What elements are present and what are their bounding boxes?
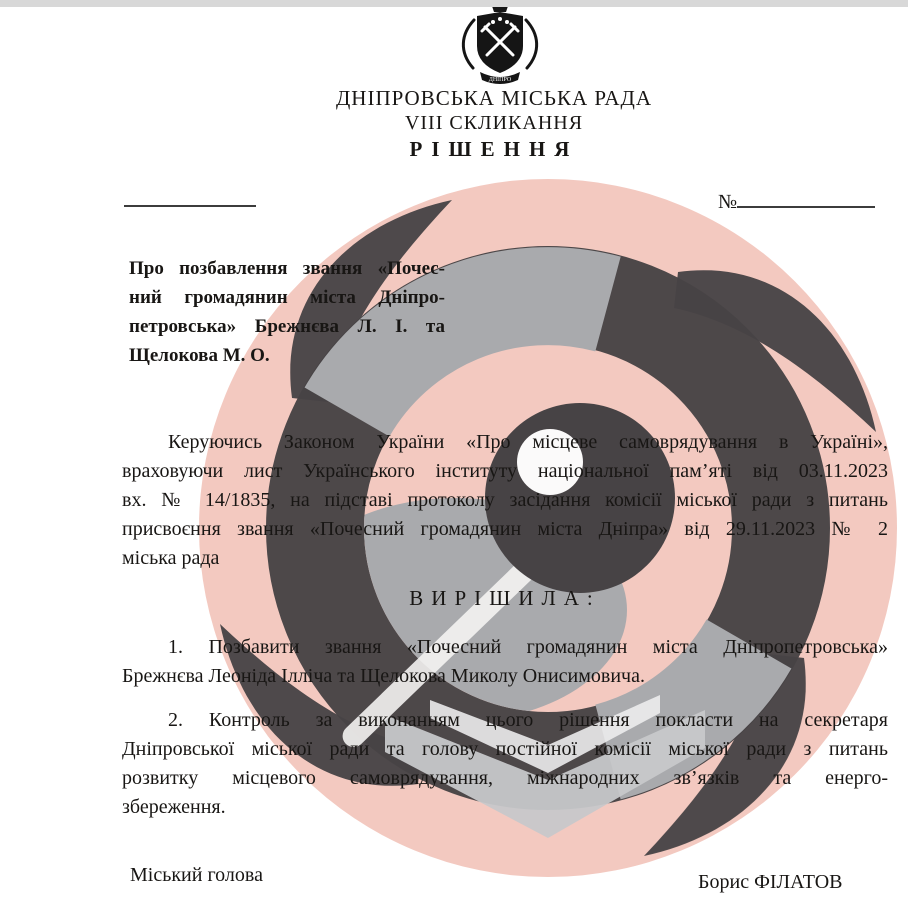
decision-item-2 bbox=[122, 706, 888, 822]
subject-line: Щелокова М. О. bbox=[129, 345, 270, 366]
item1-line: Брежнєва Леоніда Ілліча та Щелокова Миколу Онисимовича. bbox=[122, 665, 645, 687]
number-blank-line bbox=[737, 188, 875, 208]
signature-title: Міський голова bbox=[130, 864, 263, 886]
number-block bbox=[718, 188, 888, 214]
item2-line: збереження. bbox=[122, 796, 226, 818]
intro-line: вх. № 14/1835, на підставі протоколу засідання комісії міської ради з питань bbox=[122, 489, 888, 511]
subject-line: Про позбавлення звання «Почес- bbox=[129, 258, 445, 279]
item1-line: 1. Позбавити звання «Почесний громадянин міста Дніпропетровська» bbox=[168, 636, 888, 658]
subject-line: петровська» Брежнєва Л. І. та bbox=[129, 316, 445, 337]
decision-heading: ВИРІШИЛА: bbox=[409, 586, 601, 610]
emblem-caption: ДНІПРО bbox=[488, 77, 512, 83]
item2-line: 2. Контроль за виконанням цього рішення покласти на секретаря bbox=[168, 709, 888, 731]
item2-line: Дніпровської міської ради та голову постійної комісії міської ради з питань bbox=[122, 738, 888, 760]
intro-line: присвоєння звання «Почесний громадянин міста Дніпра» від 29.11.2023 № 2 bbox=[122, 518, 888, 540]
number-label: № bbox=[718, 191, 738, 213]
coat-of-arms-emblem bbox=[452, 2, 548, 86]
intro-line: враховуючи лист Українського інституту національної пам’яті від 03.11.2023 bbox=[122, 460, 888, 482]
document-header bbox=[254, 86, 734, 162]
signature-name: Борис ФІЛАТОВ bbox=[698, 871, 843, 893]
org-name: ДНІПРОВСЬКА МІСЬКА РАДА bbox=[335, 86, 653, 110]
decision-item-1 bbox=[122, 633, 888, 691]
convocation: VIII СКЛИКАННЯ bbox=[404, 112, 584, 134]
item2-line: розвитку місцевого самоврядування, міжнародних зв’язків та енерго- bbox=[122, 767, 888, 789]
subject-block bbox=[129, 254, 445, 370]
subject-line: ний громадянин міста Дніпро- bbox=[129, 287, 445, 308]
intro-line: Керуючись Законом України «Про місцеве самоврядування в Україні», bbox=[168, 431, 888, 453]
intro-paragraph bbox=[122, 428, 888, 573]
scan-edge-strip bbox=[0, 0, 908, 7]
date-blank-line bbox=[124, 205, 256, 207]
doc-type-title: РІШЕННЯ bbox=[409, 137, 579, 161]
intro-line: міська рада bbox=[122, 547, 220, 569]
